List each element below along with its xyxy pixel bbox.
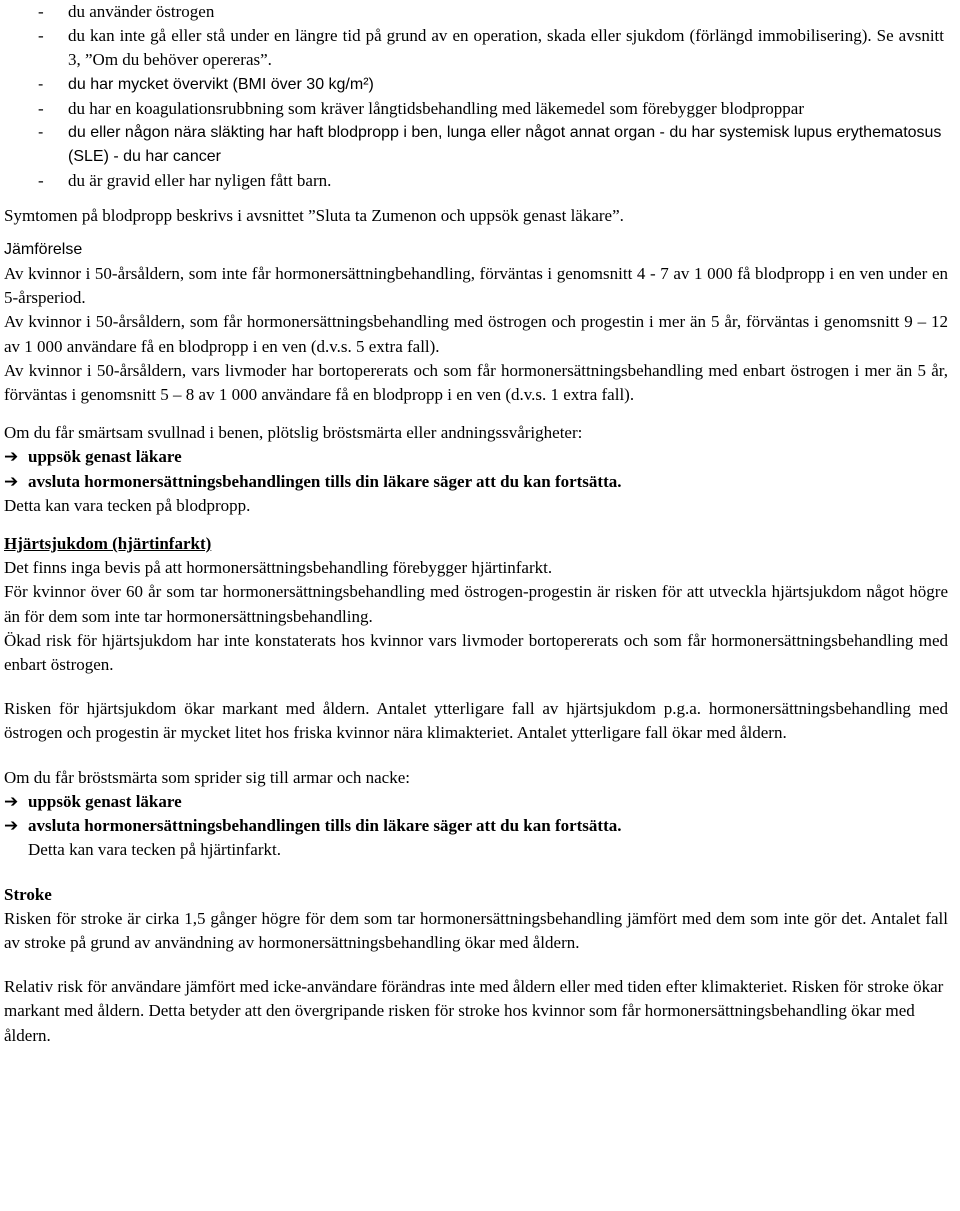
stroke-heading: Stroke xyxy=(4,884,52,904)
arrow-right-icon: ➔ xyxy=(4,791,19,812)
list-item xyxy=(4,169,948,193)
bullet-dash: - xyxy=(38,75,44,93)
bullet-dash: - xyxy=(38,98,44,118)
comparison-heading: Jämförelse xyxy=(4,240,83,258)
action-text: avsluta hormonersättningsbehandlingen tills din läkare säger att du kan fortsätta. xyxy=(28,816,622,836)
action-text: uppsök genast läkare xyxy=(28,447,182,467)
arrow-right-icon: ➔ xyxy=(4,471,19,492)
comparison-paragraph-2: Av kvinnor i 50-årsåldern, som får hormonersättningsbehandling med östrogen och progestin i mer än 5 år, förväntas i genomsnitt 9 – 12 av 1 000 användare få en blodpropp i en ven (d.v.s. 5 extra fall). xyxy=(4,312,948,356)
heart-paragraph-1: Det finns inga bevis på att hormonersättningsbehandling förebygger hjärtinfarkt. xyxy=(4,558,553,578)
clot-warning-note: Detta kan vara tecken på blodpropp. xyxy=(4,495,251,515)
heart-heading: Hjärtsjukdom (hjärtinfarkt) xyxy=(4,534,212,554)
list-item-text: du använder östrogen xyxy=(68,2,215,21)
list-item-text: du eller någon nära släkting har haft blodpropp i ben, lunga eller något annat organ - du har systemisk lupus erythematosus (SLE) - du har cancer xyxy=(68,124,942,166)
list-item xyxy=(4,73,948,97)
bullet-dash: - xyxy=(38,2,44,21)
heart-warning-action-1 xyxy=(4,790,948,814)
clot-warning xyxy=(4,421,948,518)
stroke-paragraph-1: Risken för stroke är cirka 1,5 gånger högre för dem som tar hormonersättningsbehandling jämfört med dem som inte gör det. Antalet fall av stroke på grund av användning av hormonersättningsbehandling ökar med åldern. xyxy=(4,908,948,952)
list-item-text: du har en koagulationsrubbning som kräver långtidsbehandling med läkemedel som förebygger blodproppar xyxy=(68,98,805,118)
list-item-text: du är gravid eller har nyligen fått barn. xyxy=(68,171,332,191)
heart-paragraph-3: Ökad risk för hjärtsjukdom har inte konstaterats hos kvinnor vars livmoder bortopererats och som får hormonersättningsbehandling med enbart östrogen. xyxy=(4,630,948,675)
comparison-paragraph-1: Av kvinnor i 50-årsåldern, som inte får hormonersättningbehandling, förväntas i genomsnitt 4 - 7 av 1 000 få blodpropp i en ven under en 5-årsperiod. xyxy=(4,264,948,308)
comparison-paragraph-3: Av kvinnor i 50-årsåldern, vars livmoder har bortopererats och som får hormonersättningsbehandling med enbart östrogen i mer än 5 år, förväntas i genomsnitt 5 – 8 av 1 000 användare få en blodpropp i en ven (d.v.s. 1 extra fall). xyxy=(4,360,948,405)
list-item xyxy=(4,0,948,24)
arrow-right-icon: ➔ xyxy=(4,447,19,468)
clot-warning-action-1 xyxy=(4,445,948,469)
bullet-dash: - xyxy=(38,171,44,191)
heart-warning-note: Detta kan vara tecken på hjärtinfarkt. xyxy=(28,840,281,860)
action-text: avsluta hormonersättningsbehandlingen tills din läkare säger att du kan fortsätta. xyxy=(28,471,622,491)
clot-warning-intro: Om du får smärtsam svullnad i benen, plötslig bröstsmärta eller andningssvårigheter: xyxy=(4,423,583,443)
clot-warning-action-2 xyxy=(4,470,948,494)
heart-warning-intro: Om du får bröstsmärta som sprider sig till armar och nacke: xyxy=(4,767,410,787)
heart-warning xyxy=(4,766,948,863)
action-text: uppsök genast läkare xyxy=(28,791,182,811)
symptoms-reference: Symtomen på blodpropp beskrivs i avsnittet ”Sluta ta Zumenon och uppsök genast läkare”. xyxy=(4,205,624,225)
stroke-section xyxy=(4,883,948,1048)
list-item-text: du har mycket övervikt (BMI över 30 kg/m²) xyxy=(68,75,374,93)
heart-paragraph-4: Risken för hjärtsjukdom ökar markant med åldern. Antalet ytterligare fall av hjärtsjukdom p.g.a. hormonersättningsbehandling med östrogen och progestin är mycket litet hos friska kvinnor nära klimakteriet. Antalet ytterligare fall ökar med åldern. xyxy=(4,699,948,743)
list-item-text: du kan inte gå eller stå under en längre tid på grund av en operation, skada eller sjukdom (förlängd immobilisering). Se avsnitt 3, ”Om du behöver opereras”. xyxy=(68,26,944,70)
list-item xyxy=(4,121,948,169)
heart-warning-action-2 xyxy=(4,814,948,838)
list-item xyxy=(4,24,948,72)
bullet-dash: - xyxy=(38,124,44,142)
list-item xyxy=(4,97,948,121)
stroke-paragraph-2: Relativ risk för användare jämfört med icke-användare förändras inte med åldern eller med tiden efter klimakteriet. Risken för stroke ökar markant med åldern. Detta betyder att den övergripande risken för stroke hos kvinnor som får hormonersättningsbehandling ökar med åldern. xyxy=(4,977,944,1045)
heart-section xyxy=(4,532,948,746)
risk-factor-list xyxy=(4,0,948,194)
bullet-dash: - xyxy=(38,26,44,46)
arrow-right-icon: ➔ xyxy=(4,816,19,837)
heart-paragraph-2: För kvinnor över 60 år som tar hormonersättningsbehandling med östrogen-progestin är risken för att utveckla hjärtsjukdom något högre än för dem som inte tar hormonersättningsbehandling. xyxy=(4,582,948,626)
